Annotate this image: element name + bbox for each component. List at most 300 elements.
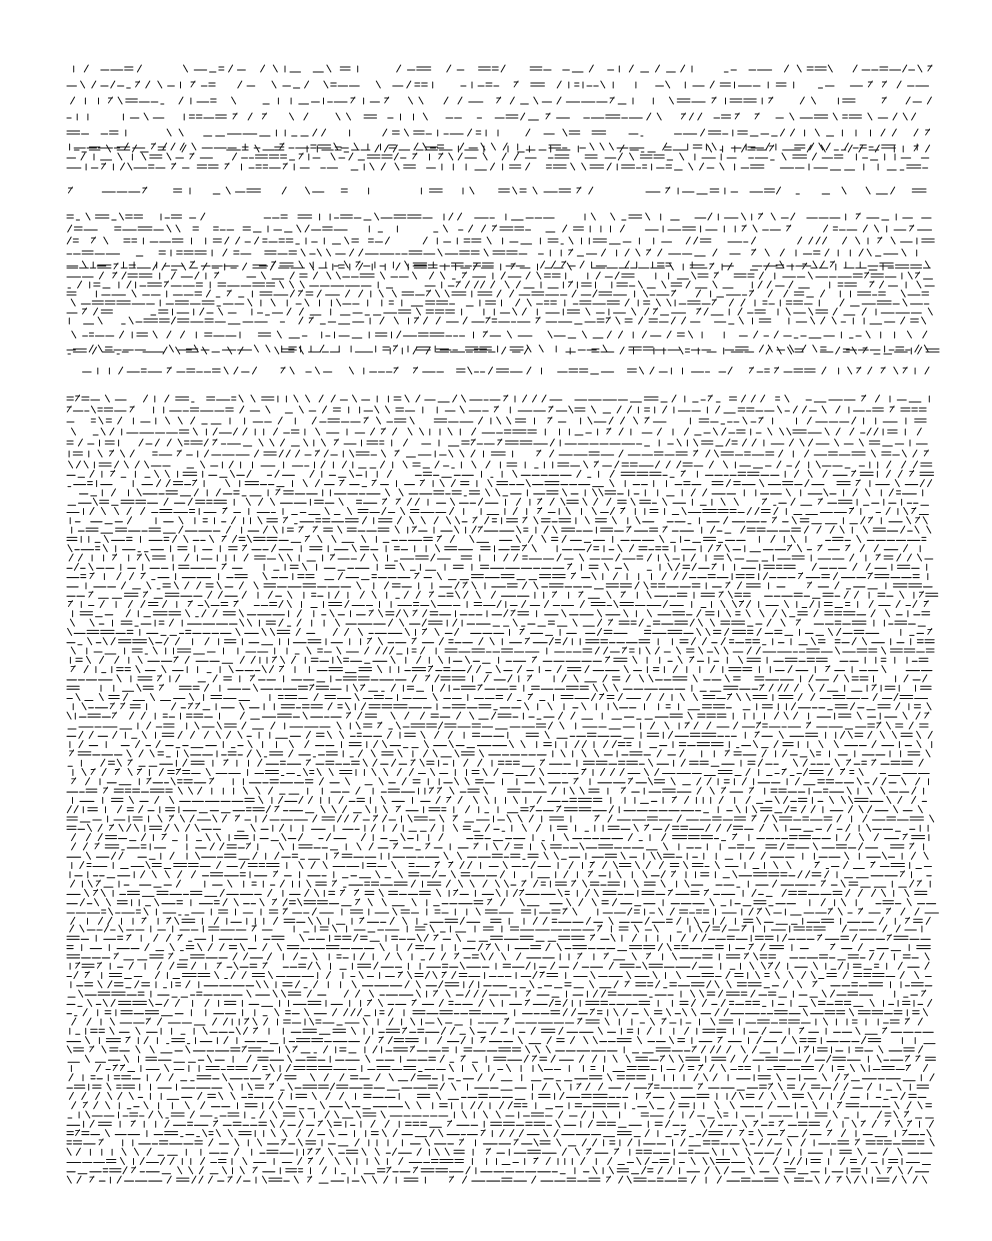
glyph-stroke xyxy=(923,517,927,524)
glyph-stroke xyxy=(71,647,75,654)
glyph-stroke xyxy=(812,97,816,104)
glyph-stroke xyxy=(760,480,764,487)
glyph-stroke xyxy=(534,97,538,104)
glyph-stroke xyxy=(316,428,320,435)
glyph-stroke xyxy=(178,417,182,424)
glyph-stroke xyxy=(377,417,381,424)
glyph-stroke xyxy=(510,97,514,104)
glyph-stroke xyxy=(669,97,673,104)
glyph-stroke xyxy=(902,461,906,468)
glyph-stroke xyxy=(324,81,328,88)
glyph-stroke xyxy=(708,213,712,220)
glyph-stroke xyxy=(232,517,236,524)
glyph-stroke xyxy=(213,675,217,682)
glyph-stroke xyxy=(605,563,609,570)
glyph-stroke xyxy=(165,470,169,477)
glyph-stroke xyxy=(660,535,664,542)
glyph-stroke xyxy=(167,129,171,136)
glyph-stroke xyxy=(450,535,454,542)
glyph-stroke xyxy=(470,187,474,194)
glyph-stroke xyxy=(497,417,501,424)
glyph-stroke xyxy=(157,480,161,487)
glyph-stroke xyxy=(563,638,567,645)
glyph-stroke xyxy=(914,129,918,136)
glyph-stroke xyxy=(416,591,420,598)
glyph-stroke xyxy=(303,563,307,570)
glyph-stroke xyxy=(299,317,303,324)
glyph-stroke xyxy=(301,249,305,256)
glyph-stroke xyxy=(616,317,620,324)
glyph-stroke xyxy=(747,601,751,608)
glyph-stroke xyxy=(165,395,169,402)
glyph-stroke xyxy=(616,554,620,561)
glyph-stroke xyxy=(835,439,839,446)
glyph-stroke xyxy=(274,428,278,435)
glyph-stroke xyxy=(859,439,863,446)
glyph-stroke xyxy=(360,591,364,598)
glyph-stroke xyxy=(376,81,380,88)
glyph-stroke xyxy=(517,526,521,533)
glyph-stroke xyxy=(259,439,263,446)
glyph-stroke xyxy=(863,225,867,232)
glyph-stroke xyxy=(191,417,195,424)
glyph-stroke xyxy=(497,601,501,608)
glyph-stroke xyxy=(68,545,72,552)
glyph-stroke xyxy=(868,367,872,374)
glyph-stroke xyxy=(790,113,794,120)
glyph-stroke xyxy=(410,517,414,524)
glyph-stroke xyxy=(254,582,258,589)
glyph-stroke xyxy=(833,113,837,120)
glyph-stroke xyxy=(354,143,358,150)
glyph-stroke xyxy=(603,684,607,691)
glyph-stroke xyxy=(782,153,786,160)
glyph-stroke xyxy=(561,498,565,505)
glyph-stroke xyxy=(482,225,486,232)
glyph-stroke xyxy=(768,290,772,297)
glyph-stroke xyxy=(122,582,126,589)
glyph-stroke xyxy=(145,461,149,468)
glyph-stroke xyxy=(488,480,492,487)
glyph-stroke xyxy=(300,281,304,288)
glyph-stroke xyxy=(167,439,171,446)
glyph-stroke xyxy=(251,656,255,663)
glyph-stroke xyxy=(848,145,852,152)
glyph-stroke xyxy=(337,656,341,663)
glyph-stroke xyxy=(449,213,453,220)
glyph-stroke xyxy=(738,308,742,315)
glyph-stroke xyxy=(897,554,901,561)
glyph-stroke xyxy=(243,428,247,435)
glyph-stroke xyxy=(297,610,301,617)
glyph-stroke xyxy=(359,249,363,256)
glyph-stroke xyxy=(691,489,695,496)
glyph-stroke xyxy=(405,628,409,635)
glyph-stroke xyxy=(649,675,653,682)
glyph-stroke xyxy=(517,498,521,505)
glyph-stroke xyxy=(780,249,784,256)
glyph-stroke xyxy=(789,439,793,446)
glyph-stroke xyxy=(583,498,587,505)
glyph-stroke xyxy=(456,517,460,524)
glyph-stroke xyxy=(379,290,383,297)
glyph-stroke xyxy=(350,249,354,256)
glyph-stroke xyxy=(562,675,566,682)
glyph-stroke xyxy=(382,508,386,515)
glyph-stroke xyxy=(863,638,867,645)
glyph-stroke xyxy=(258,517,262,524)
glyph-stroke xyxy=(78,439,82,446)
glyph-stroke xyxy=(657,113,661,120)
glyph-stroke xyxy=(598,610,602,617)
glyph-stroke xyxy=(785,395,789,402)
glyph-stroke xyxy=(68,628,72,635)
glyph-stroke xyxy=(656,461,660,468)
glyph-stroke xyxy=(205,638,209,645)
glyph-stroke xyxy=(307,647,311,654)
glyph-stroke xyxy=(261,272,265,279)
glyph-stroke xyxy=(513,470,517,477)
glyph-stroke xyxy=(396,610,400,617)
glyph-stroke xyxy=(513,508,517,515)
glyph-stroke xyxy=(240,406,244,413)
glyph-stroke xyxy=(361,554,365,561)
glyph-stroke xyxy=(569,237,573,244)
glyph-stroke xyxy=(816,461,820,468)
glyph-stroke xyxy=(344,261,348,268)
glyph-stroke xyxy=(167,153,171,160)
glyph-stroke xyxy=(229,65,233,72)
glyph-stroke xyxy=(455,526,459,533)
glyph-stroke xyxy=(823,470,827,477)
glyph-stroke xyxy=(636,517,640,524)
glyph-stroke xyxy=(580,601,584,608)
glyph-stroke xyxy=(413,272,417,279)
glyph-stroke xyxy=(807,417,811,424)
glyph-stroke xyxy=(871,610,875,617)
glyph-stroke xyxy=(240,656,244,663)
glyph-stroke xyxy=(371,428,375,435)
glyph-stroke xyxy=(306,187,310,194)
glyph-stroke xyxy=(913,450,917,457)
glyph-stroke xyxy=(321,461,325,468)
glyph-stroke xyxy=(848,367,852,374)
glyph-stroke xyxy=(304,439,308,446)
glyph-stroke xyxy=(503,143,507,150)
glyph-stroke xyxy=(288,591,292,598)
glyph-stroke xyxy=(458,153,462,160)
glyph-stroke xyxy=(445,290,449,297)
glyph-stroke xyxy=(824,489,828,496)
glyph-stroke xyxy=(572,290,576,297)
glyph-stroke xyxy=(875,145,879,152)
glyph-stroke xyxy=(871,450,875,457)
glyph-stroke xyxy=(726,439,730,446)
glyph-stroke xyxy=(859,249,863,256)
glyph-stroke xyxy=(281,656,285,663)
glyph-stroke xyxy=(455,628,459,635)
glyph-stroke xyxy=(84,461,88,468)
glyph-stroke xyxy=(813,261,817,268)
glyph-stroke xyxy=(513,308,517,315)
glyph-stroke xyxy=(375,213,379,220)
glyph-stroke xyxy=(821,290,825,297)
glyph-stroke xyxy=(110,428,114,435)
glyph-stroke xyxy=(386,406,390,413)
glyph-stroke xyxy=(822,406,826,413)
glyph-stroke xyxy=(380,317,384,324)
glyph-stroke xyxy=(239,610,243,617)
glyph-stroke xyxy=(179,517,183,524)
glyph-stroke xyxy=(600,143,604,150)
glyph-stroke xyxy=(550,498,554,505)
glyph-stroke xyxy=(224,367,228,374)
glyph-stroke xyxy=(423,610,427,617)
glyph-stroke xyxy=(272,545,276,552)
glyph-stroke xyxy=(434,517,438,524)
glyph-stroke xyxy=(390,647,394,654)
glyph-stroke xyxy=(548,331,552,338)
glyph-stroke xyxy=(663,406,667,413)
glyph-stroke xyxy=(918,347,922,354)
glyph-stroke xyxy=(505,281,509,288)
glyph-stroke xyxy=(205,450,209,457)
glyph-stroke xyxy=(149,638,153,645)
glyph-stroke xyxy=(832,317,836,324)
glyph-stroke xyxy=(724,517,728,524)
glyph-stroke xyxy=(798,237,802,244)
glyph-stroke xyxy=(408,428,412,435)
glyph-stroke xyxy=(922,317,926,324)
glyph-stroke xyxy=(296,450,300,457)
glyph-stroke xyxy=(104,535,108,542)
glyph-stroke xyxy=(635,582,639,589)
glyph-stroke xyxy=(416,395,420,402)
glyph-stroke xyxy=(926,261,930,268)
glyph-stroke xyxy=(514,554,518,561)
glyph-stroke xyxy=(928,480,932,487)
glyph-stroke xyxy=(625,299,629,306)
glyph-stroke xyxy=(513,619,517,626)
glyph-stroke xyxy=(122,272,126,279)
glyph-stroke xyxy=(589,65,593,72)
glyph-stroke xyxy=(809,684,813,691)
glyph-stroke xyxy=(240,619,244,626)
glyph-stroke xyxy=(353,395,357,402)
glyph-stroke xyxy=(468,129,472,136)
glyph-stroke xyxy=(483,153,487,160)
glyph-stroke xyxy=(527,299,531,306)
glyph-stroke xyxy=(619,331,623,338)
glyph-stroke xyxy=(777,461,781,468)
glyph-stroke xyxy=(121,450,125,457)
glyph-stroke xyxy=(255,237,259,244)
glyph-stroke xyxy=(812,563,816,570)
glyph-stroke xyxy=(708,545,712,552)
glyph-stroke xyxy=(179,129,183,136)
glyph-stroke xyxy=(809,308,813,315)
glyph-stroke xyxy=(532,545,536,552)
glyph-stroke xyxy=(682,317,686,324)
glyph-stroke xyxy=(566,508,570,515)
glyph-stroke xyxy=(98,450,102,457)
glyph-stroke xyxy=(821,317,825,324)
glyph-stroke xyxy=(206,290,210,297)
glyph-stroke xyxy=(337,647,341,654)
glyph-stroke xyxy=(185,554,189,561)
glyph-stroke xyxy=(647,610,651,617)
glyph-stroke xyxy=(636,249,640,256)
glyph-stroke xyxy=(422,619,426,626)
glyph-stroke xyxy=(645,308,649,315)
glyph-stroke xyxy=(757,628,761,635)
glyph-stroke xyxy=(466,656,470,663)
glyph-stroke xyxy=(700,163,704,170)
glyph-stroke xyxy=(169,345,173,352)
glyph-stroke xyxy=(186,610,190,617)
glyph-stroke xyxy=(299,406,303,413)
glyph-stroke xyxy=(275,470,279,477)
glyph-stroke xyxy=(639,317,643,324)
glyph-stroke xyxy=(404,591,408,598)
glyph-stroke xyxy=(230,470,234,477)
glyph-stroke xyxy=(236,628,240,635)
glyph-stroke xyxy=(592,508,596,515)
glyph-stroke xyxy=(465,281,469,288)
glyph-stroke xyxy=(248,619,252,626)
glyph-stroke xyxy=(460,143,464,150)
glyph-stroke xyxy=(692,563,696,570)
glyph-stroke xyxy=(417,308,421,315)
glyph-stroke xyxy=(176,225,180,232)
glyph-stroke xyxy=(259,498,263,505)
glyph-stroke xyxy=(621,417,625,424)
glyph-stroke xyxy=(850,554,854,561)
glyph-stroke xyxy=(863,526,867,533)
glyph-stroke xyxy=(722,428,726,435)
glyph-stroke xyxy=(391,684,395,691)
glyph-stroke xyxy=(414,143,418,150)
glyph-stroke xyxy=(443,225,447,232)
glyph-stroke xyxy=(789,281,793,288)
glyph-stroke xyxy=(440,480,444,487)
glyph-stroke xyxy=(545,601,549,608)
glyph-stroke xyxy=(208,591,212,598)
glyph-stroke xyxy=(507,331,511,338)
glyph-stroke xyxy=(246,498,250,505)
glyph-stroke xyxy=(728,367,732,374)
glyph-stroke xyxy=(811,317,815,324)
glyph-stroke xyxy=(813,345,817,352)
glyph-stroke xyxy=(765,249,769,256)
glyph-stroke xyxy=(742,439,746,446)
glyph-stroke xyxy=(551,261,555,268)
glyph-stroke xyxy=(271,628,275,635)
glyph-stroke xyxy=(677,647,681,654)
glyph-stroke xyxy=(667,299,671,306)
glyph-stroke xyxy=(322,129,326,136)
glyph-stroke xyxy=(809,237,813,244)
glyph-stroke xyxy=(405,395,409,402)
glyph-stroke xyxy=(720,163,724,170)
glyph-stroke xyxy=(528,535,532,542)
glyph-stroke xyxy=(663,498,667,505)
glyph-stroke xyxy=(137,684,141,691)
glyph-stroke xyxy=(726,480,730,487)
glyph-stroke xyxy=(800,439,804,446)
glyph-stroke xyxy=(811,638,815,645)
glyph-stroke xyxy=(713,281,717,288)
glyph-stroke xyxy=(470,535,474,542)
glyph-stroke xyxy=(370,163,374,170)
glyph-stroke xyxy=(867,249,871,256)
glyph-stroke xyxy=(629,65,633,72)
glyph-stroke xyxy=(279,554,283,561)
glyph-stroke xyxy=(704,308,708,315)
glyph-stroke xyxy=(115,508,119,515)
glyph-stroke xyxy=(698,619,702,626)
glyph-stroke xyxy=(795,470,799,477)
glyph-stroke xyxy=(472,526,476,533)
glyph-stroke xyxy=(358,628,362,635)
glyph-stroke xyxy=(247,470,251,477)
glyph-stroke xyxy=(251,395,255,402)
glyph-stroke xyxy=(742,395,746,402)
glyph-stroke xyxy=(128,517,132,524)
glyph-stroke xyxy=(874,428,878,435)
glyph-stroke xyxy=(582,163,586,170)
glyph-stroke xyxy=(127,281,131,288)
glyph-stroke xyxy=(620,347,624,354)
glyph-stroke xyxy=(918,554,922,561)
glyph-stroke xyxy=(242,591,246,598)
glyph-stroke xyxy=(101,428,105,435)
glyph-stroke xyxy=(321,439,325,446)
glyph-stroke xyxy=(615,461,619,468)
glyph-stroke xyxy=(674,573,678,580)
glyph-stroke xyxy=(126,610,130,617)
glyph-stroke xyxy=(900,591,904,598)
glyph-stroke xyxy=(684,428,688,435)
glyph-stroke xyxy=(185,656,189,663)
glyph-stroke xyxy=(550,439,554,446)
glyph-stroke xyxy=(437,573,441,580)
glyph-stroke xyxy=(880,281,884,288)
glyph-stroke xyxy=(894,367,898,374)
glyph-stroke xyxy=(229,666,233,673)
glyph-stroke xyxy=(764,573,768,580)
glyph-stroke xyxy=(815,129,819,136)
glyph-stroke xyxy=(800,97,804,104)
glyph-stroke xyxy=(881,129,885,136)
glyph-stroke xyxy=(896,601,900,608)
glyph-stroke xyxy=(476,591,480,598)
glyph-stroke xyxy=(233,153,237,160)
glyph-stroke xyxy=(71,299,75,306)
glyph-stroke xyxy=(69,461,73,468)
glyph-stroke xyxy=(171,143,175,150)
glyph-stroke xyxy=(86,213,90,220)
glyph-stroke xyxy=(585,517,589,524)
glyph-stroke xyxy=(550,450,554,457)
glyph-stroke xyxy=(396,263,400,270)
glyph-stroke xyxy=(861,517,865,524)
glyph-stroke xyxy=(101,508,105,515)
glyph-stroke xyxy=(742,145,746,152)
glyph-stroke xyxy=(714,450,718,457)
glyph-stroke xyxy=(647,113,651,120)
glyph-stroke xyxy=(549,638,553,645)
